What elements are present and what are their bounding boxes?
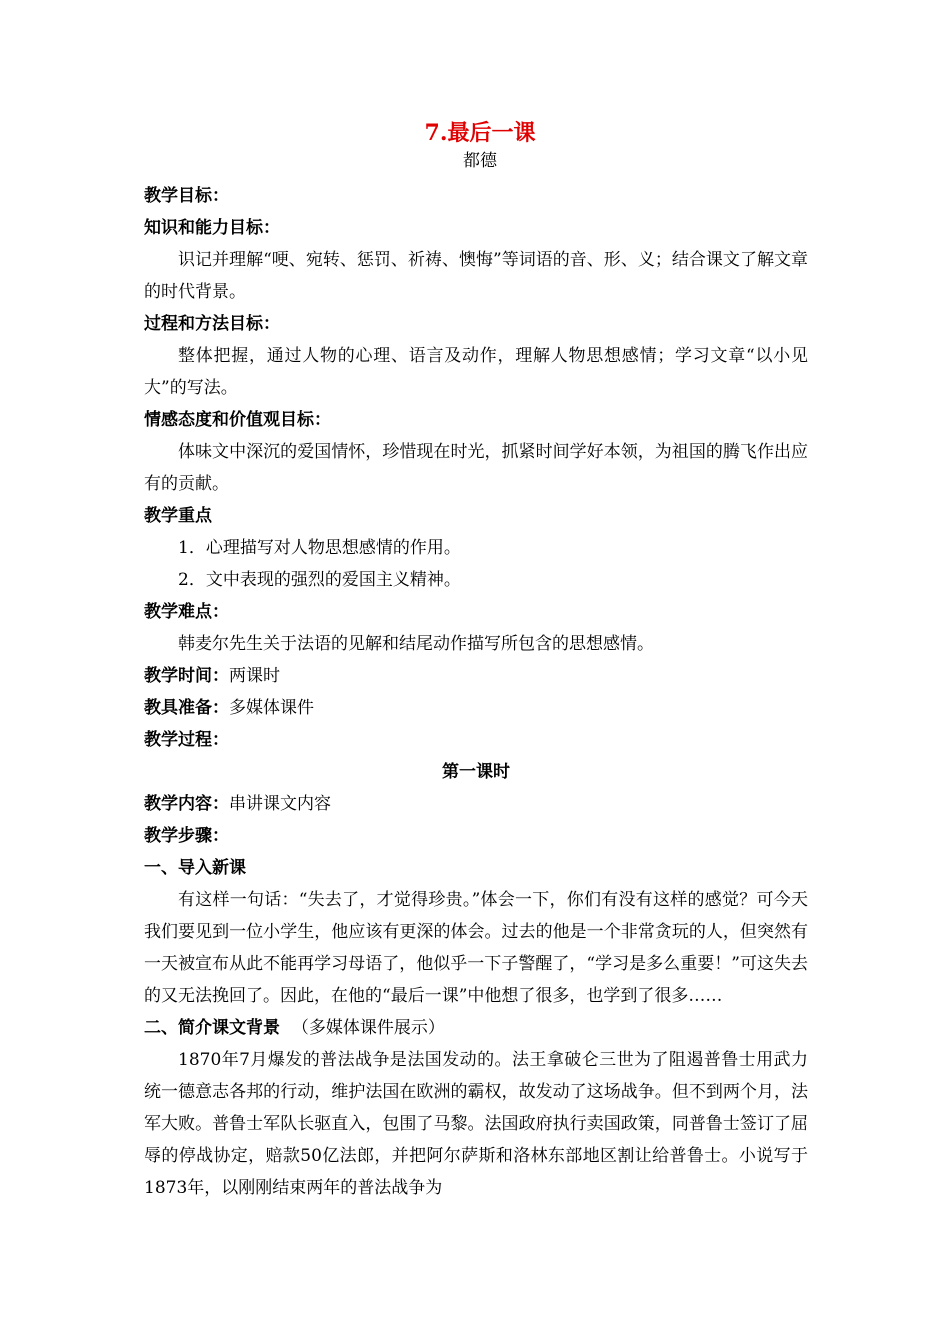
difficulty-paragraph: 韩麦尔先生关于法语的见解和结尾动作描写所包含的思想感情。: [178, 634, 654, 654]
emotion-paragraph: 体味文中深沉的爱国情怀，珍惜现在时光，抓紧时间学好本领，为祖国的腾飞作出应有的贡献。: [144, 442, 808, 494]
emotion-heading: 情感态度和价值观目标：: [144, 410, 331, 430]
key-points-heading: 教学重点: [144, 506, 212, 526]
teaching-time-value: 两课时: [229, 666, 280, 686]
process-method-heading: 过程和方法目标：: [144, 314, 280, 334]
teaching-process-heading: 教学过程：: [144, 730, 229, 750]
author-name: 都德: [463, 151, 497, 171]
objectives-heading: 教学目标：: [144, 186, 229, 206]
step-two-paragraph: 1870年7月爆发的普法战争是法国发动的。法王拿破仑三世为了阻遏普鲁士用武力统一德意志各邦的行动，维护法国在欧洲的霸权，故发动了这场战争。但不到两个月，法军大败。普鲁士军队长驱直入，包围了马黎。法国政府执行卖国政策，同普鲁士签订了屈辱的停战协定，赔款50亿法郎，并把阿尔萨斯和洛林东部地区割让给普鲁士。小说写于1873年，以刚刚结束两年的普法战争为: [144, 1050, 808, 1198]
step-two-line: [144, 1012, 808, 1044]
difficulty-heading: 教学难点：: [144, 602, 229, 622]
document-title: 7.最后一课: [424, 120, 536, 146]
teaching-content-label: 教学内容：: [144, 794, 229, 814]
knowledge-paragraph: 识记并理解“哽、宛转、惩罚、祈祷、懊悔”等词语的音、形、义；结合课文了解文章的时代背景。: [144, 250, 808, 302]
knowledge-heading: 知识和能力目标：: [144, 218, 280, 238]
teaching-tools-value: 多媒体课件: [229, 698, 314, 718]
teaching-steps-heading: 教学步骤：: [144, 826, 229, 846]
teaching-tools-label: 教具准备：: [144, 698, 229, 718]
step-one-heading: 一、导入新课: [144, 858, 246, 878]
teaching-time-line: [144, 660, 808, 692]
teaching-content-line: [144, 788, 808, 820]
teaching-content-value: 串讲课文内容: [229, 794, 331, 814]
key-point-item: 1．心理描写对人物思想感情的作用。: [178, 538, 461, 558]
teaching-tools-line: [144, 692, 808, 724]
teaching-time-label: 教学时间：: [144, 666, 229, 686]
key-point-item: 2．文中表现的强烈的爱国主义精神。: [178, 570, 461, 590]
process-method-paragraph: 整体把握，通过人物的心理、语言及动作，理解人物思想感情；学习文章“以小见大”的写法。: [144, 346, 808, 398]
step-two-heading: 二、简介课文背景: [144, 1018, 280, 1038]
document-page: [144, 118, 808, 1204]
lesson-one-heading: 第一课时: [442, 762, 510, 782]
step-two-note: （多媒体课件展示）: [291, 1018, 445, 1038]
step-one-paragraph: 有这样一句话：“失去了，才觉得珍贵。”体会一下，你们有没有这样的感觉？可今天我们要见到一位小学生，他应该有更深的体会。过去的他是一个非常贪玩的人，但突然有一天被宣布从此不能再学习母语了，他似乎一下子警醒了，“学习是多么重要！”可这失去的又无法挽回了。因此，在他的“最后一课”中他想了很多，也学到了很多……: [144, 890, 808, 1006]
